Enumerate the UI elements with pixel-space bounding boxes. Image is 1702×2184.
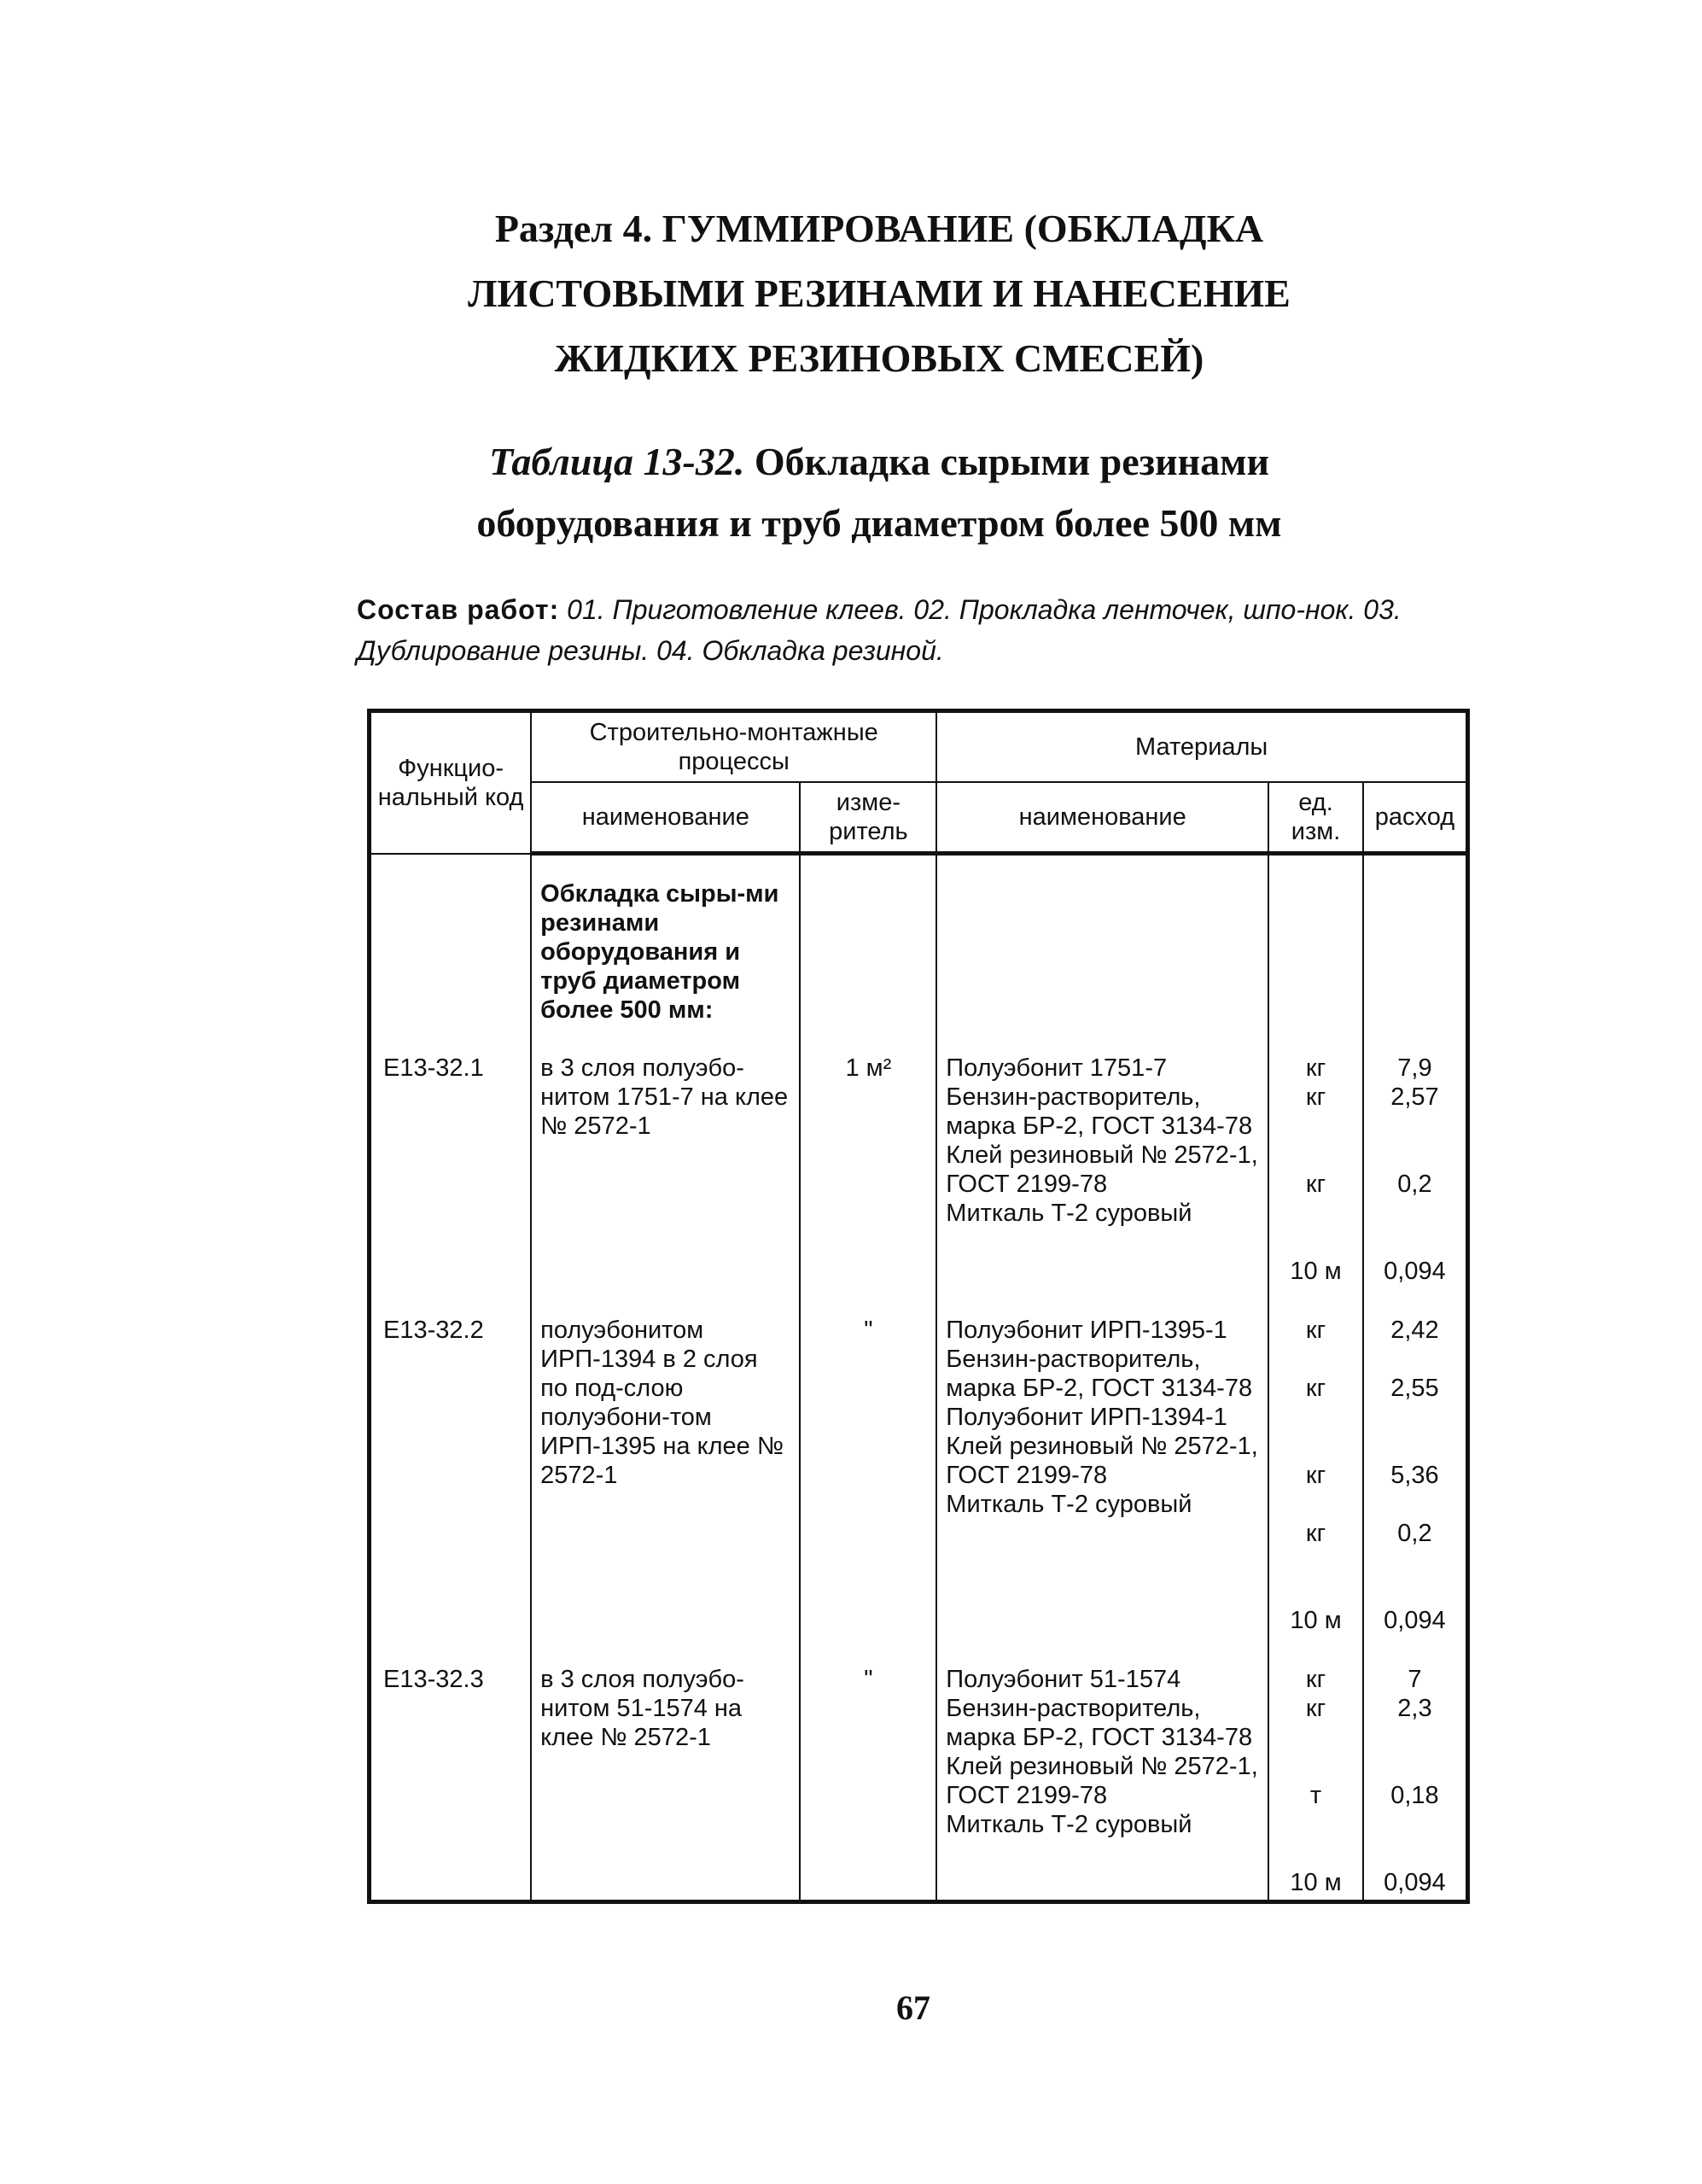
- row-unit: ": [800, 1316, 936, 1638]
- header-row-2: [370, 782, 1468, 854]
- material-name: Клей резиновый № 2572-1, ГОСТ 2199-78: [946, 1753, 1258, 1810]
- consumption-value: 0,2: [1397, 1519, 1432, 1547]
- row-material-names: [936, 1054, 1268, 1288]
- consumption-value: 0,18: [1390, 1782, 1439, 1810]
- consumption-value: 5,36: [1390, 1461, 1439, 1489]
- table-row: [370, 1665, 1468, 1900]
- material-unit: кг: [1305, 1519, 1326, 1547]
- work-composition-label: Состав работ:: [357, 594, 560, 625]
- material-unit: 10 м: [1290, 1257, 1342, 1285]
- row-material-units: [1268, 1316, 1363, 1638]
- consumption-value: 2,42: [1390, 1316, 1439, 1344]
- row-consumption: [1363, 1054, 1468, 1288]
- filler-row: [370, 1900, 1468, 1902]
- material-name: Миткаль Т-2 суровый: [946, 1811, 1192, 1839]
- material-name: Миткаль Т-2 суровый: [946, 1490, 1192, 1518]
- table-cell: [800, 854, 936, 1026]
- section-title-line: ЛИСТОВЫМИ РЕЗИНАМИ И НАНЕСЕНИЕ: [468, 272, 1291, 315]
- header-process-unit: изме-ритель: [800, 782, 936, 854]
- table-row: [370, 1316, 1468, 1638]
- material-unit: кг: [1305, 1083, 1326, 1111]
- section-title: [324, 196, 1434, 391]
- material-unit: т: [1309, 1782, 1322, 1810]
- header-processes: Строительно-монтажные процессы: [531, 711, 936, 783]
- material-unit: кг: [1305, 1316, 1326, 1344]
- material-unit: кг: [1305, 1170, 1326, 1198]
- work-composition: [357, 589, 1472, 671]
- material-unit: 10 м: [1290, 1606, 1342, 1634]
- table-caption-line-1: [324, 431, 1434, 493]
- row-material-units: [1268, 1665, 1363, 1900]
- row-consumption: [1363, 1665, 1468, 1900]
- header-process-name: наименование: [531, 782, 800, 854]
- table-cell: [1363, 854, 1468, 1026]
- header-consumption: расход: [1363, 782, 1468, 854]
- material-name: Полуэбонит 51-1574: [946, 1666, 1181, 1694]
- header-material-unit: ед. изм.: [1268, 782, 1363, 854]
- material-name: Полуэбонит ИРП-1394-1: [946, 1403, 1227, 1431]
- table-cell: [370, 854, 532, 1026]
- spacer-row: [370, 1638, 1468, 1665]
- group-title-row: [370, 854, 1468, 1026]
- consumption-value: 7: [1408, 1666, 1422, 1694]
- material-unit: кг: [1305, 1666, 1326, 1694]
- material-unit: кг: [1305, 1374, 1326, 1402]
- material-name: Бензин-растворитель, марка БР-2, ГОСТ 3134-78: [946, 1083, 1253, 1140]
- header-material-name: наименование: [936, 782, 1268, 854]
- section-title-line: Раздел 4. ГУММИРОВАНИЕ (ОБКЛАДКА: [494, 207, 1264, 250]
- material-unit: кг: [1305, 1054, 1326, 1082]
- material-unit: 10 м: [1290, 1869, 1342, 1897]
- section-title-line: ЖИДКИХ РЕЗИНОВЫХ СМЕСЕЙ): [554, 336, 1204, 380]
- material-name: Полуэбонит ИРП-1395-1: [946, 1316, 1227, 1344]
- consumption-value: 2,55: [1390, 1374, 1439, 1402]
- row-code: Е13-32.2: [370, 1316, 532, 1638]
- row-process: полуэбонитом ИРП-1394 в 2 слоя по под-слою полуэбони-том ИРП-1395 на клее № 2572-1: [531, 1316, 800, 1638]
- consumption-value: 2,3: [1397, 1695, 1432, 1723]
- table-caption-label: Таблица 13-32.: [488, 440, 745, 483]
- row-material-names: [936, 1316, 1268, 1638]
- work-composition-text: 01. Приготовление клеев. 02. Прокладка ленточек, шпо-нок. 03. Дублирование резины. 04. Обкладка резиной.: [357, 594, 1402, 666]
- consumption-value: 0,094: [1384, 1606, 1446, 1634]
- row-code: Е13-32.1: [370, 1054, 532, 1288]
- header-row-1: [370, 711, 1468, 783]
- table-cell: [936, 854, 1268, 1026]
- norms-table: [367, 709, 1470, 1904]
- row-material-names: [936, 1665, 1268, 1900]
- consumption-value: 0,2: [1397, 1170, 1432, 1198]
- spacer-row: [370, 1026, 1468, 1054]
- material-name: Клей резиновый № 2572-1, ГОСТ 2199-78: [946, 1141, 1258, 1198]
- row-process: в 3 слоя полуэбо-нитом 1751-7 на клее № 2572-1: [531, 1054, 800, 1288]
- material-name: Бензин-растворитель, марка БР-2, ГОСТ 3134-78: [946, 1695, 1253, 1752]
- row-consumption: [1363, 1316, 1468, 1638]
- group-title: Обкладка сыры-ми резинами оборудования и труб диаметром более 500 мм:: [531, 854, 800, 1026]
- header-code: Функцио-нальный код: [370, 711, 532, 854]
- page-number: 67: [896, 1988, 930, 2027]
- row-unit: 1 м²: [800, 1054, 936, 1288]
- table-caption: [324, 431, 1434, 554]
- consumption-value: 2,57: [1390, 1083, 1439, 1111]
- row-material-units: [1268, 1054, 1363, 1288]
- material-name: Миткаль Т-2 суровый: [946, 1199, 1192, 1227]
- row-code: Е13-32.3: [370, 1665, 532, 1900]
- consumption-value: 7,9: [1397, 1054, 1432, 1082]
- material-unit: кг: [1305, 1695, 1326, 1723]
- table-caption-title-1: Обкладка сырыми резинами: [754, 440, 1269, 483]
- consumption-value: 0,094: [1384, 1869, 1446, 1897]
- material-unit: кг: [1305, 1461, 1326, 1489]
- spacer-row: [370, 1288, 1468, 1316]
- material-name: Клей резиновый № 2572-1, ГОСТ 2199-78: [946, 1432, 1258, 1489]
- consumption-value: 0,094: [1384, 1257, 1446, 1285]
- table-cell: [1268, 854, 1363, 1026]
- row-process: в 3 слоя полуэбо-нитом 51-1574 на клее № 2572-1: [531, 1665, 800, 1900]
- header-materials: Материалы: [936, 711, 1467, 783]
- row-unit: ": [800, 1665, 936, 1900]
- table-caption-title-2: оборудования и труб диаметром более 500 мм: [476, 501, 1282, 545]
- material-name: Бензин-растворитель, марка БР-2, ГОСТ 3134-78: [946, 1345, 1253, 1402]
- material-name: Полуэбонит 1751-7: [946, 1054, 1168, 1082]
- table-row: [370, 1054, 1468, 1288]
